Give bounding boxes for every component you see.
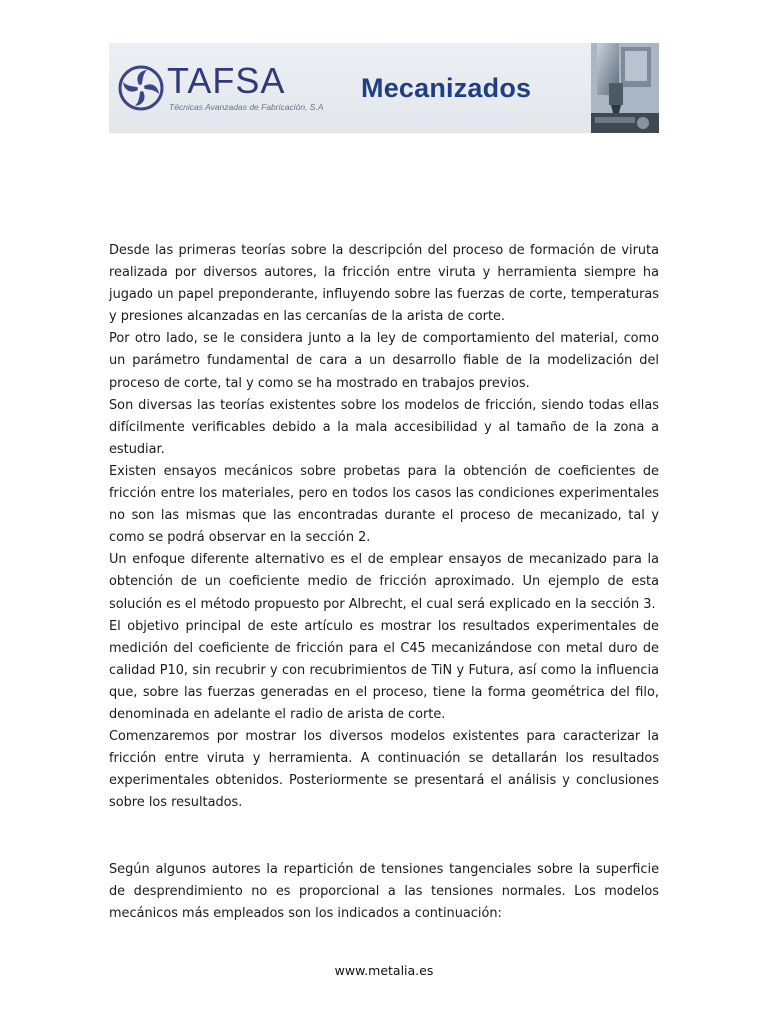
pinwheel-logo-icon [118, 65, 164, 111]
footer-url: www.metalia.es [334, 963, 434, 978]
paragraph: Son diversas las teorías existentes sobre los modelos de fricción, siendo todas ellas difícilmente verificables debido a la mala accesibilidad y al tamaño de la zona a estudiar. [109, 397, 659, 457]
paragraph: Un enfoque diferente alternativo es el de emplear ensayos de mecanizado para la obtención de un coeficiente medio de fricción aproximado. Un ejemplo de esta solución es el método propuesto por Albrecht, el cual será explicado en la sección 3. [109, 552, 659, 612]
header-banner [109, 43, 659, 133]
paragraph: Por otro lado, se le considera junto a la ley de comportamiento del material, como un parámetro fundamental de cara a un desarrollo fiable de la modelización del proceso de corte, tal y como se ha mostrado en trabajos previos. [109, 331, 659, 391]
paragraph: Comenzaremos por mostrar los diversos modelos existentes para caracterizar la fricción entre viruta y herramienta. A continuación se detallarán los resultados experimentales obtenidos. Posteriormente se presentará el análisis y conclusiones sobre los resultados. [109, 729, 659, 811]
paragraph: El objetivo principal de este artículo es mostrar los resultados experimentales de medición del coeficiente de fricción para el C45 mecanizándose con metal duro de calidad P10, sin recubrir y con recubrimientos de TiN y Futura, así como la influencia que, sobre las fuerzas generadas en el proceso, tiene la forma geométrica del filo, denominada en adelante el radio de arista de corte. [109, 618, 659, 722]
paragraph: Según algunos autores la repartición de tensiones tangenciales sobre la superficie de desprendimiento no es proporcional a las tensiones normales. Los modelos mecánicos más empleados son los indicados a continuación: [109, 861, 659, 921]
brand-tagline: Técnicas Avanzadas de Fabricación, S.A [169, 102, 324, 112]
paragraph: Existen ensayos mecánicos sobre probetas para la obtención de coeficientes de fricción entre los materiales, pero en todos los casos las condiciones experimentales no son las mismas que las encontradas durante el proceso de mecanizado, tal y como se podrá observar en la sección 2. [109, 463, 659, 546]
brand-name: TAFSA [167, 60, 286, 101]
section-title: Mecanizados [361, 73, 532, 103]
paragraph: Desde las primeras teorías sobre la descripción del proceso de formación de viruta realizada por diversos autores, la fricción entre viruta y herramienta siempre ha jugado un papel preponderante, influyendo sobre las fuerzas de corte, temperaturas y presiones alcanzadas en las cercanías de la arista de corte. [109, 243, 659, 325]
milling-machine-photo [591, 43, 659, 133]
article-body [109, 240, 659, 925]
